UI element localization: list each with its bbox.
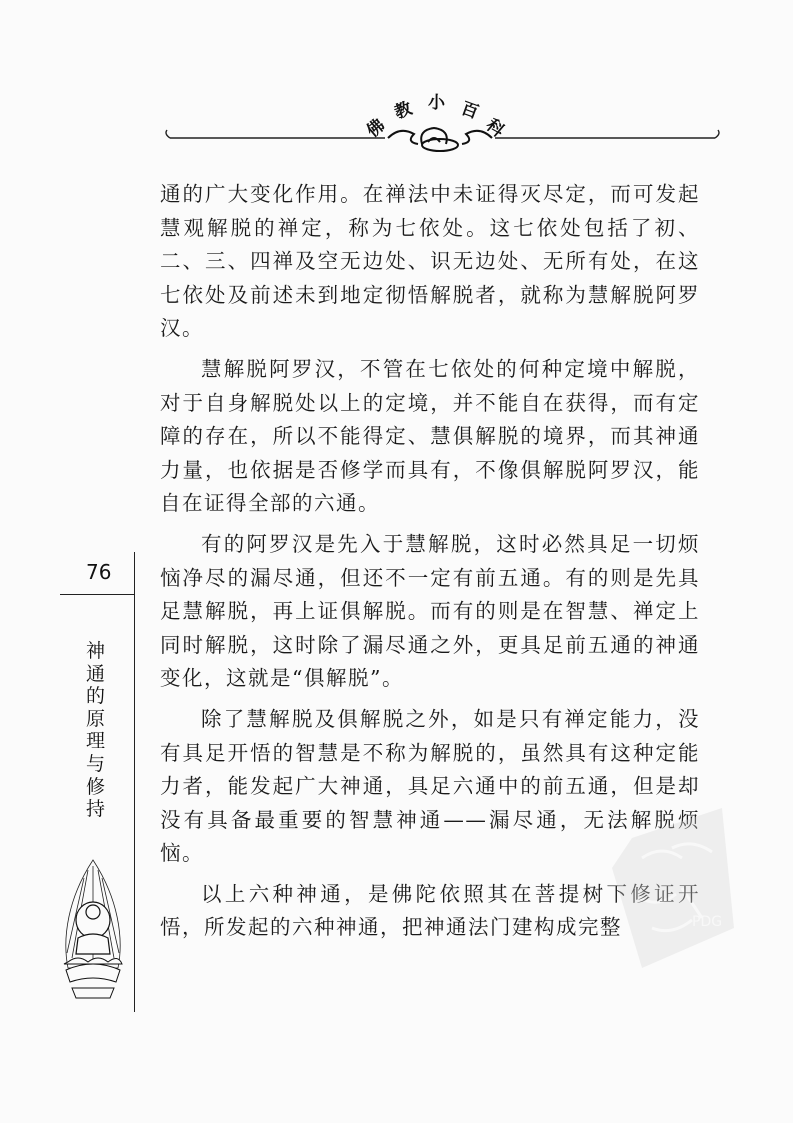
library-watermark <box>612 808 737 968</box>
paragraph: 通的广大变化作用。在禅法中未证得灭尽定，而可发起慧观解脱的禅定，称为七依处。这七依处包括了初、二、三、四禅及空无边处、识无边处、无所有处，在这七依处及前述未到地定彻悟解脱者，就称为慧解脱阿罗汉。 <box>160 182 700 341</box>
buddha-illustration-icon <box>58 858 128 1003</box>
title-char-2: 教 <box>391 98 415 124</box>
cloud-ornament-icon <box>388 128 492 151</box>
margin-horizontal-rule <box>60 594 135 595</box>
paragraph: 慧解脱阿罗汉，不管在七依处的何种定境中解脱，对于自身解脱处以上的定境，并不能自在获得，而有定障的存在，所以不能得定、慧俱解脱的境界，而其神通力量，也依据是否修学而具有，不像俱解脱阿罗汉，能自在证得全部的六通。 <box>160 356 700 516</box>
paragraph: 除了慧解脱及俱解脱之外，如是只有禅定能力，没有具足开悟的智慧是不称为解脱的，虽然具有这种定能力者，能发起广大神通，具足六通中的前五通，但是却没有具备最重要的智慧神通——漏尽通，无法解脱烦恼。 <box>160 706 700 866</box>
paragraph: 以上六种神通，是佛陀依照其在菩提树下修证开悟，所发起的六种神通，把神通法门建构成完整 <box>160 881 700 940</box>
title-char-5: 科 <box>481 115 508 142</box>
watermark-text: PDG <box>692 914 723 930</box>
page-number: 76 <box>86 560 112 584</box>
section-title-vertical: 神通的原理与修持 <box>86 640 106 821</box>
title-char-4: 百 <box>458 98 482 124</box>
margin-vertical-rule <box>134 552 135 1012</box>
header-ornament-rule <box>160 118 720 158</box>
title-char-1: 佛 <box>363 115 390 142</box>
title-char-3: 小 <box>428 93 445 113</box>
paragraph: 有的阿罗汉是先入于慧解脱，这时必然具足一切烦恼净尽的漏尽通，但还不一定有前五通。有的则是先具足慧解脱，再上证俱解脱。而有的则是在智慧、禅定上同时解脱，这时除了漏尽通之外，更具足前五通的神通变化，这就是“俱解脱”。 <box>160 531 700 691</box>
